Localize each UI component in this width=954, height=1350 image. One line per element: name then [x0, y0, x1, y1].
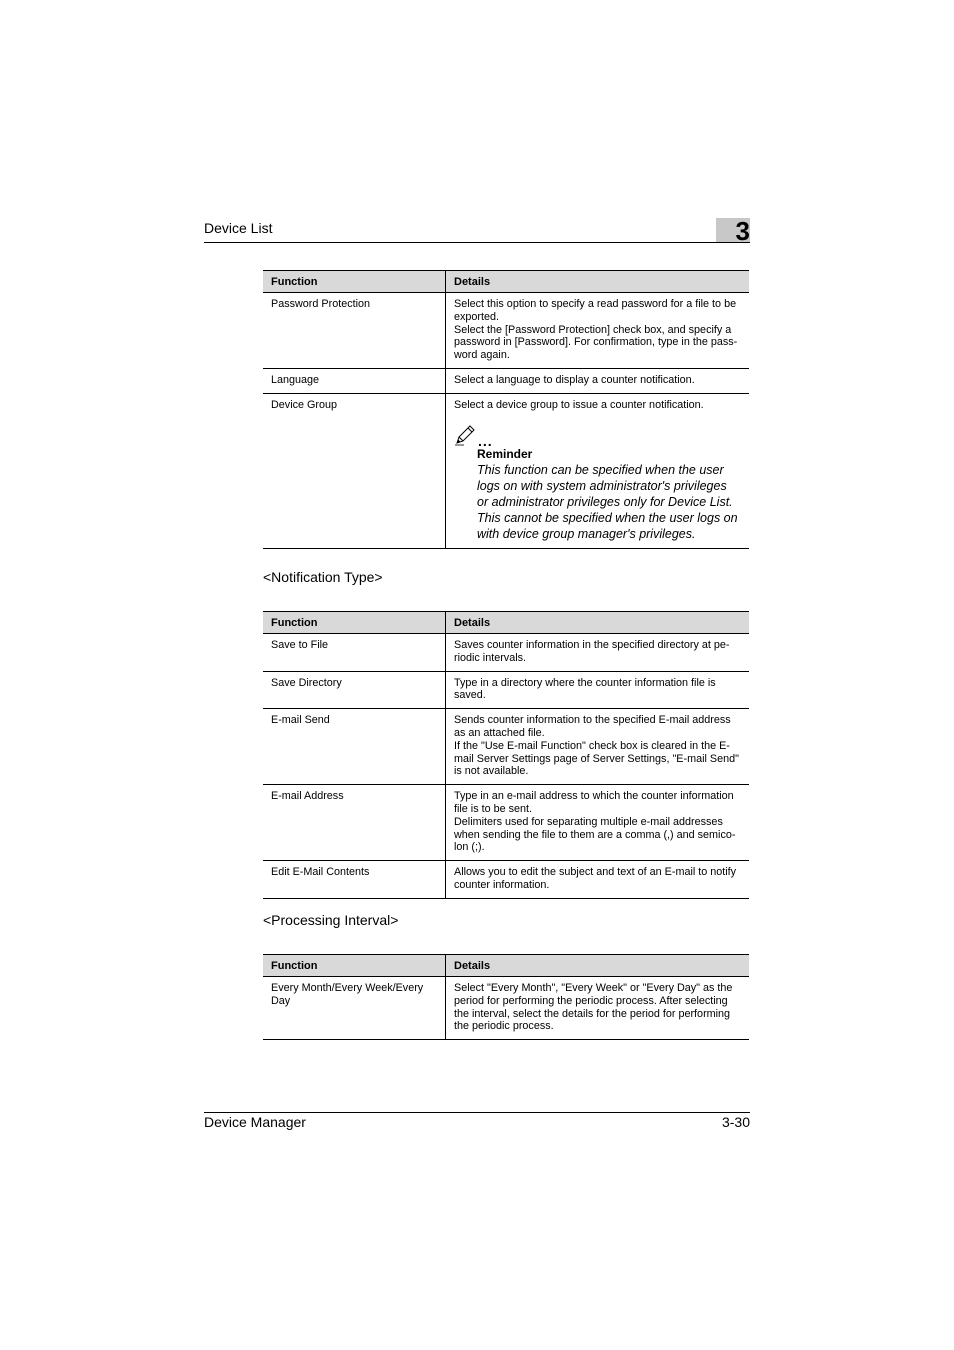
details-cell — [446, 293, 750, 369]
chapter-number: 3 — [735, 216, 750, 246]
function-cell: E-mail Send — [263, 709, 446, 785]
table-row — [263, 368, 749, 393]
table-header-row — [263, 955, 749, 977]
details-line: Type in an e-mail address to which the counter information — [454, 790, 734, 803]
details-line: Select the [Password Protection] check box, and specify a — [454, 323, 732, 336]
details-line: file is to be sent. — [454, 802, 533, 815]
details-line: mail Server Settings page of Server Settings, "E-mail Send" — [454, 752, 739, 765]
details-line: counter information. — [454, 878, 550, 891]
details-line: riodic intervals. — [454, 651, 527, 664]
function-cell: Every Month/Every Week/Every Day — [263, 977, 446, 1040]
reminder-line: with device group manager's privileges. — [477, 527, 696, 542]
details-line: Select this option to specify a read password for a file to be — [454, 298, 737, 310]
reminder-line: This cannot be specified when the user logs on — [477, 511, 738, 526]
column-header-function: Function — [263, 955, 446, 977]
function-cell: E-mail Address — [263, 785, 446, 861]
table-row — [263, 709, 749, 785]
details-line: If the "Use E-mail Function" check box is cleared in the E- — [454, 739, 730, 752]
reminder-dots: ... — [478, 432, 493, 449]
page-number: 3-30 — [721, 1114, 750, 1130]
table-header-row — [263, 271, 749, 293]
table-row — [263, 393, 749, 549]
table-row — [263, 861, 749, 899]
function-cell: Save Directory — [263, 671, 446, 709]
details-cell — [446, 977, 750, 1040]
details-line: is not available. — [454, 765, 529, 778]
column-header-function: Function — [263, 612, 446, 634]
running-header-title: Device List — [204, 220, 273, 236]
function-table-general — [263, 270, 749, 549]
details-cell — [446, 368, 750, 393]
function-cell: Language — [263, 368, 446, 393]
details-line: Select "Every Month", "Every Week" or "Every Day" as the — [454, 982, 733, 994]
function-cell: Password Protection — [263, 293, 446, 369]
function-table-processing-interval — [263, 954, 749, 1040]
header-rule — [204, 242, 750, 243]
table-header-row — [263, 612, 749, 634]
reminder-line: or administrator privileges only for Device List. — [477, 495, 733, 510]
reminder-body — [477, 462, 741, 542]
reminder-title: Reminder — [477, 446, 533, 461]
details-line: Allows you to edit the subject and text of an E-mail to notify — [454, 866, 737, 879]
section-heading-processing-interval: <Processing Interval> — [263, 912, 399, 928]
table-row — [263, 977, 749, 1040]
footer-manual-title: Device Manager — [204, 1114, 306, 1130]
details-line: saved. — [454, 689, 486, 702]
details-line: lon (;). — [454, 841, 485, 854]
details-line: period for performing the periodic process. After selecting — [454, 994, 728, 1007]
details-line: Select a device group to issue a counter notification. — [454, 398, 704, 411]
details-line: Saves counter information in the specified directory at pe- — [454, 639, 730, 651]
function-table-notification-type — [263, 611, 749, 899]
column-header-details: Details — [446, 955, 750, 977]
pencil-icon — [454, 424, 476, 446]
table-row — [263, 634, 749, 672]
details-line: Sends counter information to the specified E-mail address — [454, 714, 731, 727]
function-cell: Edit E-Mail Contents — [263, 861, 446, 899]
details-cell — [446, 709, 750, 785]
column-header-details: Details — [446, 612, 750, 634]
column-header-function: Function — [263, 271, 446, 293]
table-row — [263, 293, 749, 369]
details-line: the periodic process. — [454, 1020, 554, 1033]
details-line: password in [Password]. For confirmation, type in the pass- — [454, 336, 738, 349]
details-line: the interval, select the details for the period for performing — [454, 1007, 731, 1020]
details-cell — [446, 861, 750, 899]
section-heading-notification-type: <Notification Type> — [263, 569, 383, 585]
details-line: Delimiters used for separating multiple e-mail addresses — [454, 815, 723, 828]
details-line: Type in a directory where the counter information file is — [454, 676, 716, 689]
footer-rule — [204, 1112, 750, 1113]
reminder-icon-row — [454, 420, 741, 449]
column-header-details: Details — [446, 271, 750, 293]
details-cell — [446, 785, 750, 861]
table-row — [263, 785, 749, 861]
reminder-line: logs on with system administrator's privileges — [477, 479, 727, 494]
function-cell: Device Group — [263, 393, 446, 549]
details-line: word again. — [454, 349, 510, 362]
reminder-line: This function can be specified when the user — [477, 463, 724, 478]
chapter-tab — [716, 216, 750, 246]
details-line: as an attached file. — [454, 726, 545, 739]
function-cell: Save to File — [263, 634, 446, 672]
details-cell — [446, 393, 750, 549]
details-line: Select a language to display a counter notification. — [454, 373, 695, 386]
reminder-note — [454, 420, 741, 543]
table-row — [263, 671, 749, 709]
details-cell — [446, 634, 750, 672]
details-cell — [446, 671, 750, 709]
details-line: exported. — [454, 310, 500, 323]
details-line: when sending the file to them are a comma (,) and semico- — [454, 828, 736, 841]
